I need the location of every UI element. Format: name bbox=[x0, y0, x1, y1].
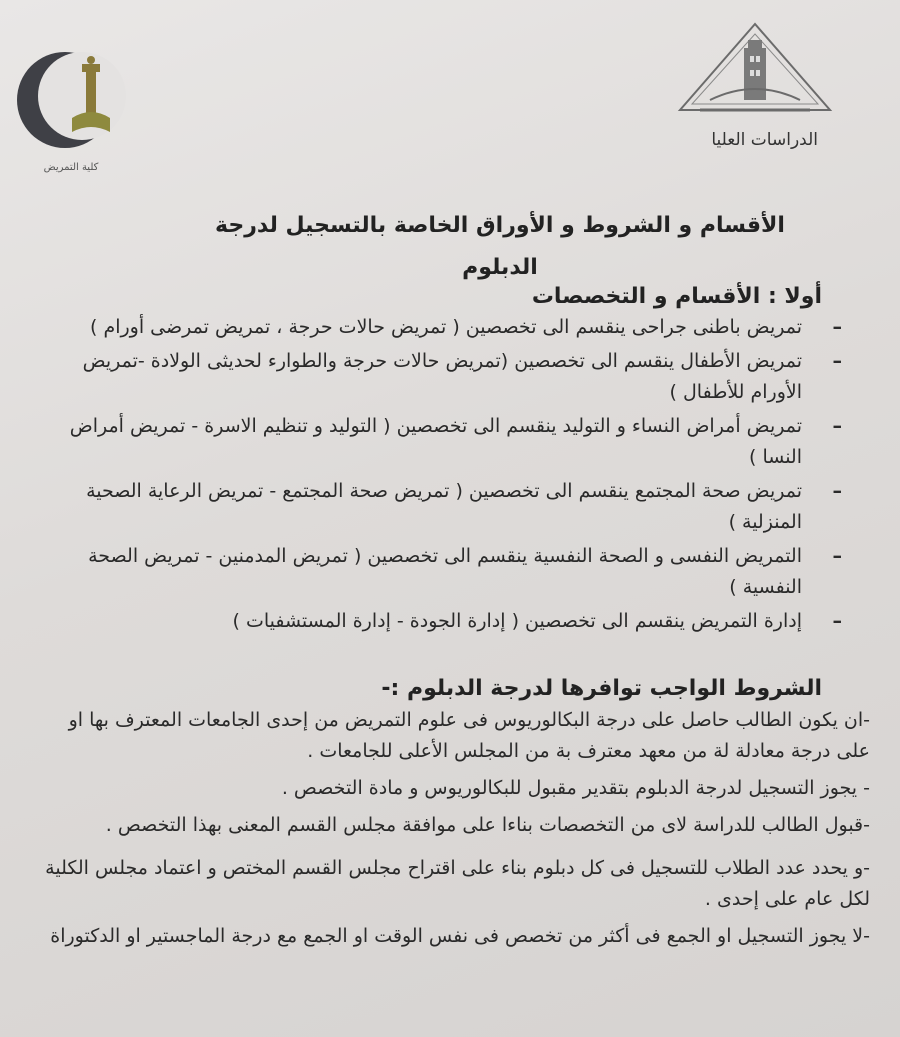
list-item: – تمريض صحة المجتمع ينقسم الى تخصصين ( تمريض صحة المجتمع - تمريض الرعاية الصحية المنزلية ) bbox=[86, 480, 842, 533]
list-item: -قبول الطالب للدراسة لاى من التخصصات بناءا على موافقة مجلس القسم المعنى بهذا التخصص . bbox=[105, 814, 870, 836]
list-item: - يجوز التسجيل لدرجة الدبلوم بتقدير مقبول للبكالوريوس و مادة التخصص . bbox=[281, 777, 870, 799]
section-heading-conditions: الشروط الواجب توافرها لدرجة الدبلوم :- bbox=[381, 676, 822, 701]
list-item: -لا يجوز التسجيل او الجمع فى أكثر من تخصص فى نفس الوقت او الجمع مع درجة الماجستير او الدكتوراة bbox=[50, 925, 870, 947]
departments-list bbox=[50, 312, 850, 640]
list-item: – تمريض أمراض النساء و التوليد ينقسم الى تخصصين ( التوليد و تنظيم الاسرة - تمريض أمراض النسا ) bbox=[69, 415, 842, 468]
list-item-text: تمريض باطنى جراحى ينقسم الى تخصصين ( تمريض حالات حرجة ، تمريض تمرضى أورام ) bbox=[90, 316, 802, 338]
left-logo-caption: كلية التمريض bbox=[43, 162, 99, 173]
list-item-text: التمريض النفسى و الصحة النفسية ينقسم الى تخصصين ( تمريض المدمنين - تمريض الصحة النفسية ) bbox=[88, 545, 802, 598]
list-item-text: إدارة التمريض ينقسم الى تخصصين ( إدارة الجودة - إدارة المستشفيات ) bbox=[232, 610, 802, 632]
list-item: – تمريض الأطفال ينقسم الى تخصصين (تمريض حالات حرجة والطوارء لحديثى الولادة -تمريض الأورام للأطفال ) bbox=[82, 350, 842, 403]
list-item: – تمريض باطنى جراحى ينقسم الى تخصصين ( تمريض حالات حرجة ، تمريض تمرضى أورام ) bbox=[90, 316, 842, 338]
department-label: الدراسات العليا bbox=[711, 130, 818, 150]
nursing-faculty-logo-icon bbox=[10, 40, 130, 170]
section-heading-departments: أولا : الأقسام و التخصصات bbox=[531, 284, 822, 309]
list-item-text: تمريض الأطفال ينقسم الى تخصصين (تمريض حالات حرجة والطوارء لحديثى الولادة -تمريض الأورام للأطفال ) bbox=[82, 350, 802, 403]
list-item-text: تمريض صحة المجتمع ينقسم الى تخصصين ( تمريض صحة المجتمع - تمريض الرعاية الصحية المنزلية ) bbox=[86, 480, 802, 533]
document-title: الأقسام و الشروط و الأوراق الخاصة بالتسجيل لدرجة الدبلوم bbox=[215, 213, 785, 280]
conditions-list bbox=[40, 705, 870, 958]
list-item: – التمريض النفسى و الصحة النفسية ينقسم الى تخصصين ( تمريض المدمنين - تمريض الصحة النفسية ) bbox=[88, 545, 842, 598]
list-item: -ان يكون الطالب حاصل على درجة البكالوريوس فى علوم التمريض من إحدى الجامعات المعترف بها او على درجة معادلة لة من معهد معترف بة من المجلس الأعلى للجامعات . bbox=[68, 709, 870, 762]
list-item: – إدارة التمريض ينقسم الى تخصصين ( إدارة الجودة - إدارة المستشفيات ) bbox=[232, 610, 842, 632]
university-emblem-icon bbox=[670, 18, 840, 118]
list-item-text: تمريض أمراض النساء و التوليد ينقسم الى تخصصين ( التوليد و تنظيم الاسرة - تمريض أمراض النسا ) bbox=[69, 415, 802, 468]
list-item: -و يحدد عدد الطلاب للتسجيل فى كل دبلوم بناء على اقتراح مجلس القسم المختص و اعتماد مجلس الكلية لكل عام على إحدى . bbox=[45, 857, 870, 910]
